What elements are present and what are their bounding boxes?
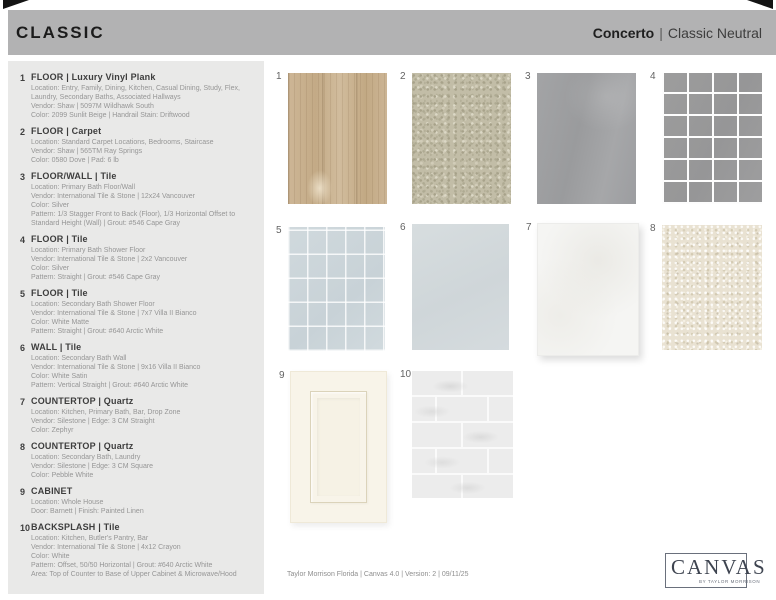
header-divider: | — [659, 24, 663, 41]
spec-detail-line: Vendor: International Tile & Stone | 2x2 Vancouver — [31, 256, 188, 263]
spec-detail-line: Vendor: Silestone | Edge: 3 CM Square — [31, 463, 154, 470]
spec-details — [31, 534, 254, 579]
spec-detail-line: Color: Silver — [31, 202, 70, 209]
spec-detail-line: Area: Top of Counter to Base of Upper Cabinet & Microwave/Hood — [31, 571, 237, 578]
swatch-number: 5 — [276, 225, 282, 236]
spec-detail-line: Location: Secondary Bath, Laundry — [31, 454, 141, 461]
spec-details — [31, 138, 254, 165]
swatch-tile-vancouver-2x2 — [650, 71, 762, 204]
spec-heading: CABINET — [31, 486, 73, 496]
spec-heading: COUNTERTOP | Quartz — [31, 396, 134, 406]
swatch-number: 10 — [400, 369, 412, 380]
spec-detail-line: Vendor: Shaw | 565TM Ray Springs — [31, 148, 143, 155]
spec-item-countertop-secondary — [14, 441, 254, 480]
spec-number: 8 — [20, 442, 26, 452]
spec-detail-line: Location: Entry, Family, Dining, Kitchen, Casual Dining, Study, Flex, Laundry, Secondary Baths, Associated Hallways — [31, 85, 240, 101]
spec-detail-line: Location: Kitchen, Butler's Pantry, Bar — [31, 535, 149, 542]
spec-number: 1 — [20, 73, 26, 83]
spec-detail-line: Vendor: International Tile & Stone | 12x24 Vancouver — [31, 193, 195, 200]
swatch-quartz-pebble-white — [650, 223, 762, 350]
spec-details — [31, 354, 254, 390]
corner-mark-right — [747, 0, 773, 9]
spec-item-wall-tile — [14, 342, 254, 390]
spec-details — [31, 246, 254, 282]
spec-details — [31, 498, 254, 516]
spec-heading: FLOOR | Tile — [31, 288, 88, 298]
header-bar — [8, 10, 776, 55]
spec-number: 5 — [20, 289, 26, 299]
palette-name: Classic Neutral — [667, 24, 762, 41]
spec-sidebar — [8, 61, 264, 594]
swatch-tile-vancouver-12x24 — [525, 71, 636, 204]
spec-number: 6 — [20, 343, 26, 353]
spec-details — [31, 84, 254, 120]
spec-number: 9 — [20, 487, 26, 497]
spec-number: 4 — [20, 235, 26, 245]
footer-meta: Taylor Morrison Florida | Canvas 4.0 | Version: 2 | 09/11/25 — [287, 571, 469, 578]
spec-details — [31, 453, 254, 480]
spec-detail-line: Location: Primary Bath Shower Floor — [31, 247, 146, 254]
scheme-title — [593, 25, 762, 41]
spec-number: 3 — [20, 172, 26, 182]
spec-heading: WALL | Tile — [31, 342, 82, 352]
spec-detail-line: Location: Primary Bath Floor/Wall — [31, 184, 135, 191]
spec-heading: BACKSPLASH | Tile — [31, 522, 120, 532]
spec-details — [31, 300, 254, 336]
swatch-number: 3 — [525, 71, 531, 82]
swatch-cabinet-door — [279, 370, 387, 523]
spec-detail-line: Color: Silver — [31, 265, 70, 272]
spec-heading: FLOOR/WALL | Tile — [31, 171, 117, 181]
spec-detail-line: Location: Kitchen, Primary Bath, Bar, Drop Zone — [31, 409, 181, 416]
spec-detail-line: Pattern: Straight | Grout: #546 Cape Gray — [31, 274, 161, 281]
spec-details — [31, 408, 254, 435]
spec-number: 2 — [20, 127, 26, 137]
spec-item-backsplash — [14, 522, 254, 579]
spec-detail-line: Color: White — [31, 553, 70, 560]
swatch-tile-villa-bianco-wall — [400, 222, 509, 350]
canvas-logo — [663, 551, 765, 593]
swatch-number: 4 — [650, 71, 656, 82]
swatch-number: 7 — [526, 222, 532, 233]
spec-detail-line: Pattern: 1/3 Stagger Front to Back (Floor), 1/3 Horizontal Offset to Standard Height (Wall) | Grout: #546 Cape Gray — [31, 211, 236, 227]
spec-item-cabinet — [14, 486, 254, 516]
spec-details — [31, 183, 254, 228]
spec-detail-line: Color: White Matte — [31, 319, 89, 326]
cabinet-door-frame — [310, 391, 367, 503]
spec-item-floor-tile-primary — [14, 234, 254, 282]
swatch-number: 6 — [400, 222, 406, 233]
swatch-number: 2 — [400, 71, 406, 82]
swatch-backsplash-crayon — [400, 369, 513, 498]
spec-detail-line: Vendor: International Tile & Stone | 4x12 Crayon — [31, 544, 181, 551]
spec-detail-line: Vendor: International Tile & Stone | 9x16 Villa II Bianco — [31, 364, 201, 371]
spec-detail-line: Color: Zephyr — [31, 427, 74, 434]
spec-detail-line: Color: 0580 Dove | Pad: 6 lb — [31, 157, 119, 164]
spec-item-floor-carpet — [14, 126, 254, 165]
spec-heading: FLOOR | Carpet — [31, 126, 102, 136]
collection-title: CLASSIC — [16, 22, 105, 42]
spec-number: 7 — [20, 397, 26, 407]
spec-detail-line: Location: Secondary Bath Shower Floor — [31, 301, 155, 308]
series-name: Concerto — [592, 24, 655, 41]
spec-heading: FLOOR | Tile — [31, 234, 88, 244]
spec-detail-line: Pattern: Straight | Grout: #640 Arctic White — [31, 328, 164, 335]
spec-detail-line: Location: Whole House — [31, 499, 104, 506]
spec-detail-line: Pattern: Vertical Straight | Grout: #640 Arctic White — [31, 382, 189, 389]
logo-tagline: BY TAYLOR MORRISON — [699, 579, 761, 584]
spec-detail-line: Color: 2099 Sunlit Beige | Handrail Stain: Driftwood — [31, 112, 190, 119]
swatch-luxury-vinyl-plank — [276, 71, 387, 204]
spec-detail-line: Pattern: Offset, 50/50 Horizontal | Grout: #640 Arctic White — [31, 562, 213, 569]
swatch-carpet — [400, 71, 511, 204]
spec-detail-line: Color: White Satin — [31, 373, 88, 380]
spec-heading: COUNTERTOP | Quartz — [31, 441, 134, 451]
spec-item-countertop-kitchen — [14, 396, 254, 435]
spec-detail-line: Vendor: Shaw | 5097M Wildhawk South — [31, 103, 154, 110]
swatch-number: 1 — [276, 71, 282, 82]
corner-mark-left — [3, 0, 29, 9]
spec-detail-line: Door: Barnett | Finish: Painted Linen — [31, 508, 144, 515]
spec-item-floor-lvp — [14, 72, 254, 120]
spec-number: 10 — [20, 523, 31, 533]
spec-detail-line: Location: Standard Carpet Locations, Bedrooms, Staircase — [31, 139, 214, 146]
spec-detail-line: Color: Pebble White — [31, 472, 94, 479]
spec-item-floorwall-tile — [14, 171, 254, 228]
swatch-tile-villa-bianco-floor — [276, 225, 385, 351]
swatch-number: 9 — [279, 370, 285, 381]
spec-detail-line: Location: Secondary Bath Wall — [31, 355, 127, 362]
spec-heading: FLOOR | Luxury Vinyl Plank — [31, 72, 156, 82]
cabinet-door-panel — [317, 398, 360, 496]
spec-item-floor-tile-secondary — [14, 288, 254, 336]
logo-wordmark: CANVAS — [671, 555, 767, 579]
spec-detail-line: Vendor: International Tile & Stone | 7x7 Villa II Bianco — [31, 310, 197, 317]
swatch-quartz-zephyr — [526, 222, 639, 356]
swatch-number: 8 — [650, 223, 656, 234]
spec-detail-line: Vendor: Silestone | Edge: 3 CM Straight — [31, 418, 155, 425]
